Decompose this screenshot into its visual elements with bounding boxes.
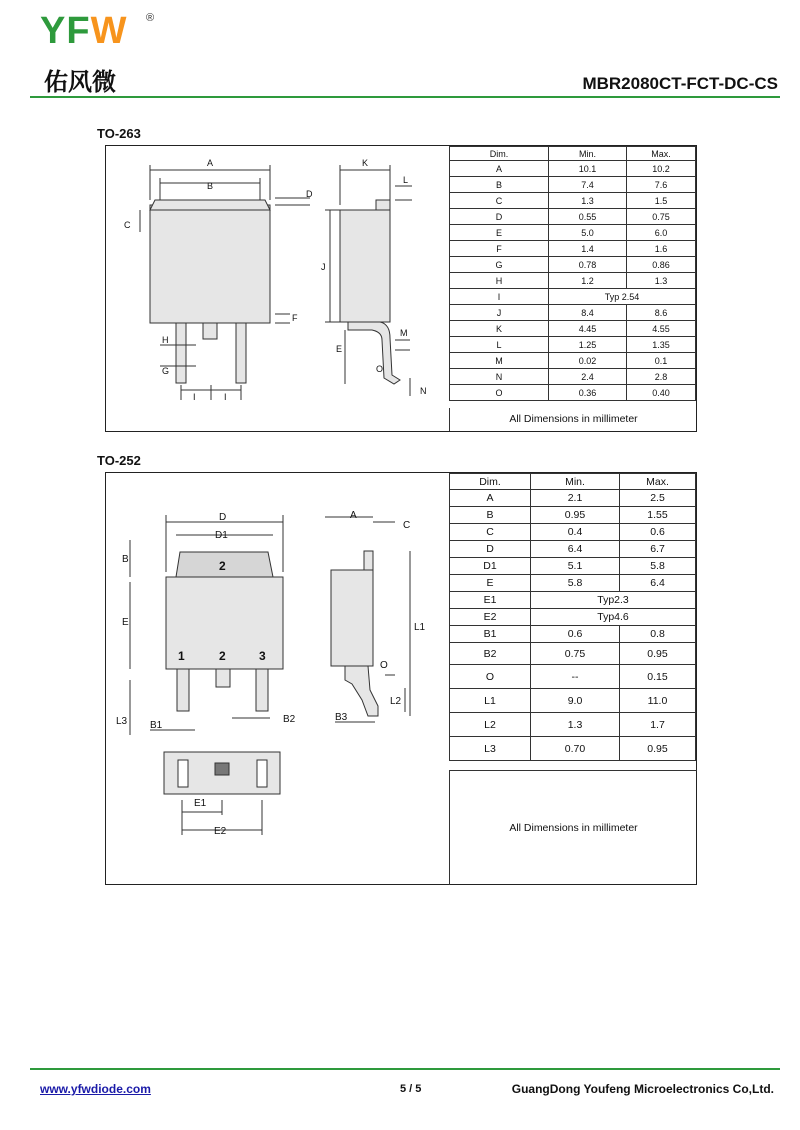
table-header-row: [450, 147, 696, 161]
cell-dim: J: [450, 305, 549, 321]
cell-min: 7.4: [549, 177, 627, 193]
cell-dim: O: [450, 665, 531, 689]
cell-dim: E: [450, 575, 531, 592]
cell-max: 1.5: [627, 193, 696, 209]
to252-dim-label-l2: L2: [390, 696, 402, 707]
to263-dimension-table: [449, 146, 696, 401]
table-row: [450, 665, 696, 689]
cell-max: 6.7: [620, 541, 696, 558]
to252-dimension-table: [449, 473, 696, 761]
cell-dim: O: [450, 385, 549, 401]
cell-max: 0.8: [620, 626, 696, 643]
cell-dim: A: [450, 161, 549, 177]
cell-max: 0.95: [620, 737, 696, 761]
to263-dim-label-d: D: [306, 189, 313, 199]
cell-min: 0.6: [531, 626, 620, 643]
cell-min: 1.25: [549, 337, 627, 353]
to252-pin-number-1: 1: [178, 649, 185, 663]
cell-dim: L1: [450, 689, 531, 713]
to252-dim-label-e1: E1: [194, 798, 207, 809]
to263-dim-label-a: A: [207, 158, 214, 168]
col-header-max: Max.: [620, 474, 696, 490]
cell-max: 1.35: [627, 337, 696, 353]
cell-dim: E1: [450, 592, 531, 609]
table-row: [450, 209, 696, 225]
to263-units-note: All Dimensions in millimeter: [449, 408, 697, 431]
cell-dim: D: [450, 541, 531, 558]
cell-max: 0.6: [620, 524, 696, 541]
col-header-max: Max.: [627, 147, 696, 161]
table-row: [450, 337, 696, 353]
table-row: [450, 289, 696, 305]
cell-min: 1.2: [549, 273, 627, 289]
cell-dim: C: [450, 193, 549, 209]
cell-max: 1.3: [627, 273, 696, 289]
cell-min: 0.78: [549, 257, 627, 273]
cell-min: 4.45: [549, 321, 627, 337]
table-row: [450, 575, 696, 592]
cell-max: 1.7: [620, 713, 696, 737]
table-row: [450, 321, 696, 337]
cell-dim: E: [450, 225, 549, 241]
cell-max: 8.6: [627, 305, 696, 321]
cell-dim: E2: [450, 609, 531, 626]
cell-dim: B2: [450, 643, 531, 665]
cell-dim: K: [450, 321, 549, 337]
cell-min: 0.95: [531, 507, 620, 524]
cell-max: 0.86: [627, 257, 696, 273]
cell-dim: F: [450, 241, 549, 257]
to263-dim-label-m: M: [400, 328, 408, 338]
table-row: [450, 193, 696, 209]
to252-dim-label-d: D: [219, 512, 227, 523]
table-row: [450, 507, 696, 524]
to252-dim-label-e: E: [122, 617, 129, 628]
cell-max: 0.95: [620, 643, 696, 665]
footer-divider: [30, 1068, 780, 1070]
to252-dim-label-b: B: [122, 554, 129, 565]
table-row: [450, 241, 696, 257]
cell-max: 0.1: [627, 353, 696, 369]
cell-typ: Typ 2.54: [549, 289, 696, 305]
cell-min: 0.55: [549, 209, 627, 225]
cell-max: 0.40: [627, 385, 696, 401]
to252-units-note: All Dimensions in millimeter: [449, 770, 697, 885]
cell-typ: Typ4.6: [531, 609, 696, 626]
cell-min: 0.75: [531, 643, 620, 665]
to252-dim-label-d1: D1: [215, 530, 228, 541]
col-header-dim: Dim.: [450, 474, 531, 490]
cell-min: 2.1: [531, 490, 620, 507]
cell-dim: D1: [450, 558, 531, 575]
company-name: GuangDong Youfeng Microelectronics Co,Ltd.: [511, 1082, 774, 1096]
table-row: [450, 609, 696, 626]
cell-min: 0.4: [531, 524, 620, 541]
cell-max: 1.55: [620, 507, 696, 524]
table-row: [450, 737, 696, 761]
cell-max: 1.6: [627, 241, 696, 257]
cell-max: 2.8: [627, 369, 696, 385]
cell-dim: L: [450, 337, 549, 353]
table-row: [450, 177, 696, 193]
cell-dim: B1: [450, 626, 531, 643]
cell-dim: I: [450, 289, 549, 305]
col-header-dim: Dim.: [450, 147, 549, 161]
to263-dim-label-n: N: [420, 386, 427, 396]
to263-dim-label-c: C: [124, 220, 131, 230]
cell-min: 1.3: [549, 193, 627, 209]
cell-dim: D: [450, 209, 549, 225]
cell-min: 0.70: [531, 737, 620, 761]
to263-dim-label-i2: I: [224, 392, 227, 402]
cell-min: 6.4: [531, 541, 620, 558]
to263-dim-label-h: H: [162, 335, 169, 345]
cell-min: 0.02: [549, 353, 627, 369]
to263-dim-label-l: L: [403, 175, 409, 185]
cell-dim: N: [450, 369, 549, 385]
cell-min: --: [531, 665, 620, 689]
table-row: [450, 643, 696, 665]
to263-dim-label-b: B: [207, 181, 214, 191]
cell-min: 8.4: [549, 305, 627, 321]
to252-pin-number-3: 3: [259, 649, 266, 663]
to252-dim-label-b2: B2: [283, 714, 296, 725]
to252-tab-number: 2: [219, 559, 226, 573]
cell-dim: M: [450, 353, 549, 369]
cell-min: 9.0: [531, 689, 620, 713]
cell-dim: C: [450, 524, 531, 541]
cell-min: 10.1: [549, 161, 627, 177]
cell-min: 1.3: [531, 713, 620, 737]
table-row: [450, 524, 696, 541]
to263-dim-label-j: J: [321, 262, 326, 272]
cell-min: 5.1: [531, 558, 620, 575]
cell-dim: B: [450, 507, 531, 524]
to252-dim-label-o: O: [380, 660, 388, 671]
cell-max: 2.5: [620, 490, 696, 507]
registered-mark: ®: [146, 12, 155, 24]
to263-dim-label-i1: I: [193, 392, 196, 402]
col-header-min: Min.: [531, 474, 620, 490]
cell-dim: G: [450, 257, 549, 273]
cell-max: 6.0: [627, 225, 696, 241]
to252-dim-label-b3: B3: [335, 712, 348, 723]
cell-max: 5.8: [620, 558, 696, 575]
to252-dim-label-l1: L1: [414, 622, 426, 633]
table-row: [450, 305, 696, 321]
logo-letter-w: W: [90, 10, 128, 52]
table-row: [450, 689, 696, 713]
cell-min: 5.8: [531, 575, 620, 592]
cell-max: 0.15: [620, 665, 696, 689]
table-row: [450, 713, 696, 737]
part-number-title: MBR2080CT-FCT-DC-CS: [582, 74, 778, 93]
cell-min: 1.4: [549, 241, 627, 257]
col-header-min: Min.: [549, 147, 627, 161]
to263-dim-label-o: O: [376, 364, 384, 374]
cell-max: 4.55: [627, 321, 696, 337]
table-row: [450, 592, 696, 609]
page-number: 5 / 5: [400, 1083, 422, 1095]
to263-dim-label-g: G: [162, 366, 170, 376]
table-row: [450, 541, 696, 558]
to252-dim-label-l3: L3: [116, 716, 128, 727]
table-row: [450, 161, 696, 177]
cell-max: 0.75: [627, 209, 696, 225]
table-row: [450, 353, 696, 369]
to252-drawing: [0, 0, 450, 890]
cell-dim: H: [450, 273, 549, 289]
to252-dim-label-c: C: [403, 520, 411, 531]
cell-max: 10.2: [627, 161, 696, 177]
cell-dim: L2: [450, 713, 531, 737]
table-row: [450, 273, 696, 289]
cell-dim: B: [450, 177, 549, 193]
to252-dim-label-b1: B1: [150, 720, 163, 731]
to252-pin-number-2: 2: [219, 649, 226, 663]
table-row: [450, 385, 696, 401]
to252-label: TO-252: [97, 453, 141, 468]
table-header-row: [450, 474, 696, 490]
logo-chinese-name: 佑风微: [44, 68, 116, 96]
to252-dim-label-a: A: [350, 510, 357, 521]
to263-dim-label-f: F: [292, 313, 298, 323]
to263-dim-label-k: K: [362, 158, 369, 168]
cell-min: 0.36: [549, 385, 627, 401]
cell-min: 2.4: [549, 369, 627, 385]
table-row: [450, 257, 696, 273]
table-row: [450, 225, 696, 241]
cell-dim: L3: [450, 737, 531, 761]
cell-dim: A: [450, 490, 531, 507]
cell-max: 7.6: [627, 177, 696, 193]
logo-letters: YF: [40, 10, 91, 52]
cell-min: 5.0: [549, 225, 627, 241]
website-link[interactable]: www.yfwdiode.com: [40, 1082, 151, 1096]
to252-dim-label-e2: E2: [214, 826, 227, 837]
cell-max: 6.4: [620, 575, 696, 592]
table-row: [450, 626, 696, 643]
table-row: [450, 490, 696, 507]
cell-max: 11.0: [620, 689, 696, 713]
cell-typ: Typ2.3: [531, 592, 696, 609]
to263-label: TO-263: [97, 126, 141, 141]
table-row: [450, 369, 696, 385]
table-row: [450, 558, 696, 575]
to263-dim-label-e: E: [336, 344, 343, 354]
